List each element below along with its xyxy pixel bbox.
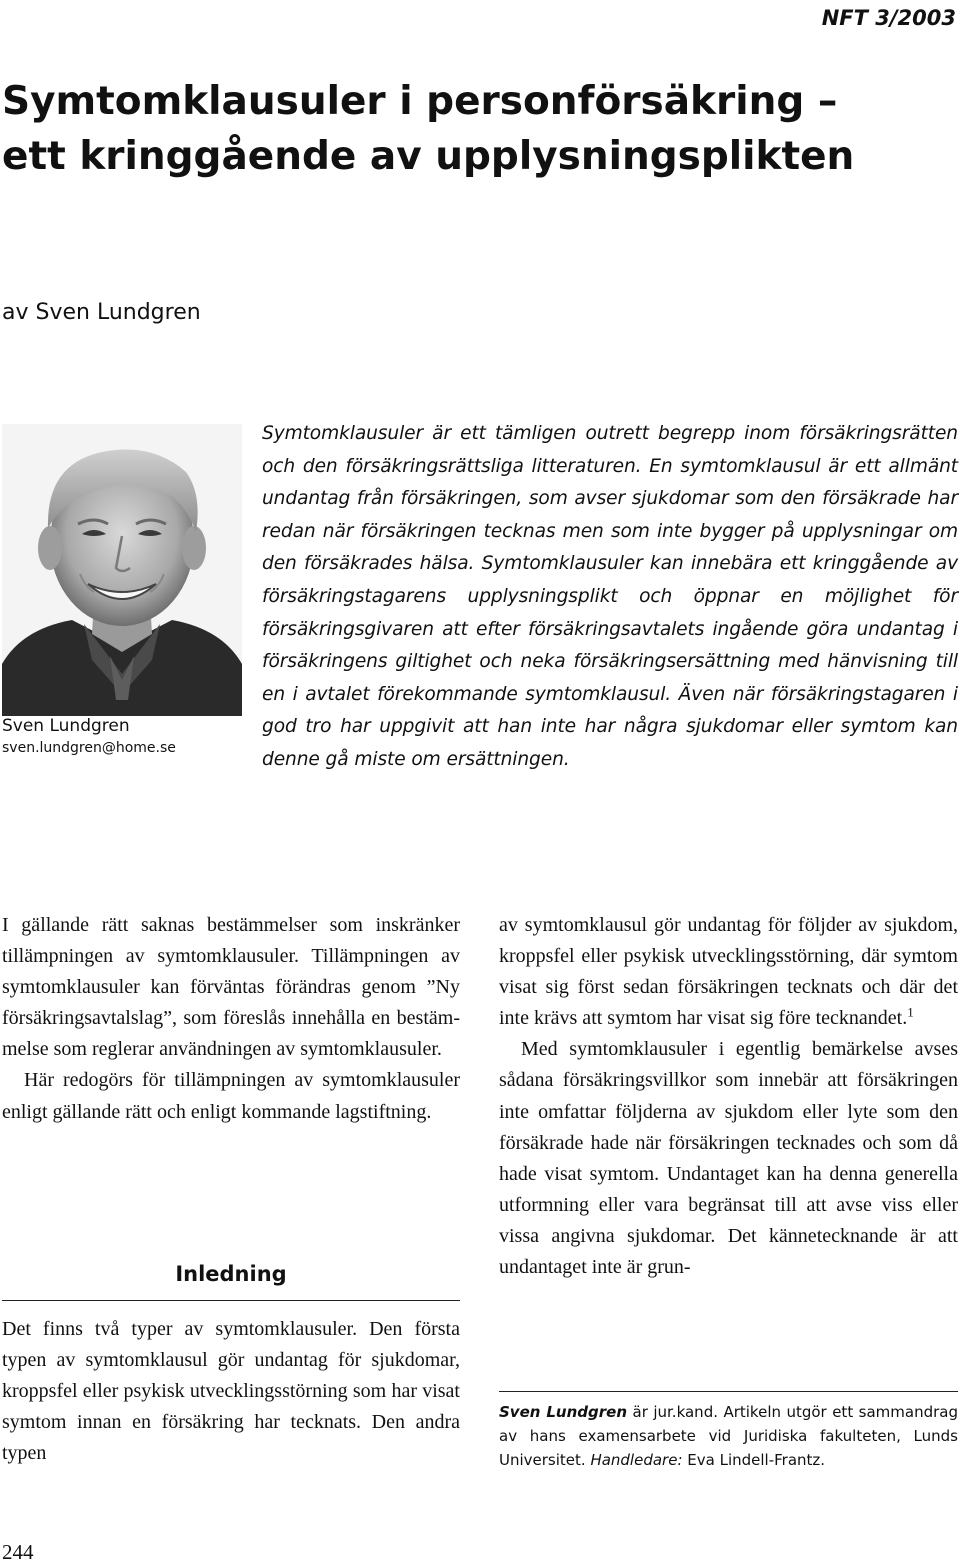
left-column-section xyxy=(2,1314,460,1469)
bio-supervisor-label: Handledare: xyxy=(590,1451,683,1469)
body-paragraph xyxy=(499,910,958,1034)
author-email[interactable]: sven.lundgren@home.se xyxy=(2,740,176,756)
bio-supervisor: Eva Lindell-Frantz. xyxy=(682,1451,826,1469)
body-paragraph: Det finns två typer av symtomklausuler. Den första typen av symtomklausul gör undantag för sjukdomar, kroppsfel eller psykisk utvecklingsstörning som har visat symtom innan en försäkring har tecknats. Den andra typen xyxy=(2,1318,460,1465)
author-photo-image xyxy=(2,424,242,716)
left-column-intro xyxy=(2,910,460,1128)
byline: av Sven Lundgren xyxy=(2,300,201,325)
body-text: av symtomklausul gör undantag för följder av sjukdom, kroppsfel eller psykisk utvecklingsstörning, där symtom visat sig först sedan försäkringen tecknats och där det inte krävs att symtom har visat sig före tecknandet. xyxy=(499,914,958,1030)
bio-rule xyxy=(499,1391,958,1392)
author-name: Sven Lundgren xyxy=(2,716,130,736)
heading-rule xyxy=(2,1300,460,1301)
abstract: Symtomklausuler är ett tämligen outrett begrepp inom försäkringsrätten och den försäkringsrättsliga litteraturen. En symtomklausul är ett allmänt undantag från försäkringen, som avser sjukdomar som den försäkrade har redan när försäkringen tecknas men som inte bygger på upplysningar om den försäkrades hälsa. Symtomklausuler kan innebära ett kringgående av försäkringstagarens upplysningsplikt och öppnar en möjlighet för försäkringsgivaren att efter försäkringsavtalets ingående göra undantag i försäkringens giltighet och neka försäkringsersättning med hänvisning till en i avtalet förekommande symtomklausul. Även när försäkringstagaren i god tro har uppgivit att han inte har några sjukdomar eller symtom kan denne gå miste om ersättningen. xyxy=(262,423,958,770)
bio-author-name: Sven Lundgren xyxy=(499,1403,628,1421)
article-title xyxy=(2,74,942,184)
page-number: 244 xyxy=(2,1540,34,1564)
bio-text: är jur.kand. Artikeln utgör ett sammandrag av hans examensarbete vid Juridiska fakulteten, Lunds Universitet. xyxy=(499,1403,959,1469)
section-heading: Inledning xyxy=(175,1262,287,1286)
body-paragraph: Med symtomklausuler i egentlig bemärkelse avses sådana försäkringsvillkor som innebär att försäkringen inte omfattar följderna av sjukdom eller lyte som den försäkrade hade när försäkringen tecknades och som då hade visat symtom. Undantaget kan ha denna generella utformning eller vara begränsat till att avse viss eller vissa angivna sjukdomar. Det kännetecknande är att undantaget inte är grun- xyxy=(499,1038,958,1279)
right-column xyxy=(499,910,958,1283)
title-line-1: Symtomklausuler i personförsäkring – xyxy=(2,79,838,124)
author-bio xyxy=(499,1400,958,1472)
title-line-2: ett kringgående av upplysningsplikten xyxy=(2,134,855,179)
body-paragraph: I gällande rätt saknas bestämmelser som inskränker tillämpningen av symtomklausuler. Tillämpningen av symtomklausuler kan förväntas förändras genom ”Ny försäkringsavtalslag”, som föreslås innehålla en bestämmelse som reglerar användningen av symtomklausuler. xyxy=(2,914,460,1061)
author-photo xyxy=(2,424,242,716)
body-paragraph: Här redogörs för tillämpningen av symtomklausuler enligt gällande rätt och enligt kommande lagstiftning. xyxy=(2,1069,460,1123)
footnote-ref[interactable]: 1 xyxy=(907,1004,914,1020)
journal-issue: NFT 3/2003 xyxy=(821,6,956,30)
